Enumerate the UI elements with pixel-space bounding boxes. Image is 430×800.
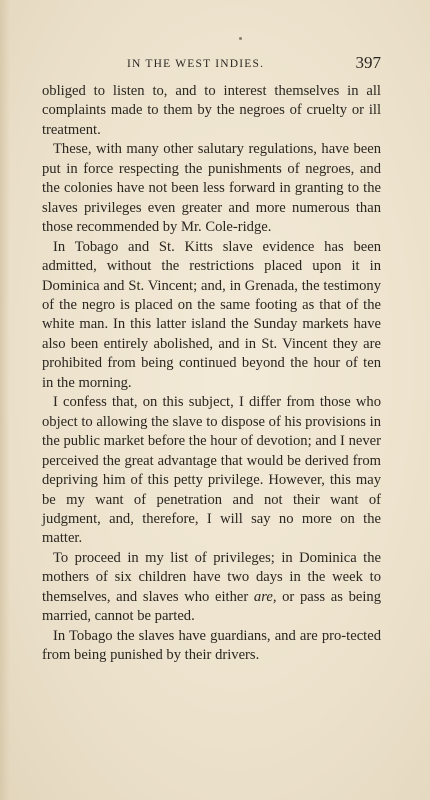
paragraph-5-italic: are, [253,588,277,605]
paragraph-1: obliged to listen to, and to interest themselves in all complaints made to them by the negroes of cruelty or ill treatment. [42,83,381,138]
body-text [42,82,381,666]
paragraph-6: In Tobago the slaves have guardians, and are pro-tected from being punished by their drivers. [42,627,381,664]
paragraph-4: I confess that, on this subject, I differ from those who object to allowing the slave to dispose of his provisions in the public market before the hour of devotion; and I never perceived the great advantage that would be derived from depriving him of this petty privilege. However, this may be my want of penetration and not their want of judgment, and, therefore, I will say no more on the matter. [42,394,381,547]
running-head: IN THE WEST INDIES. [127,58,265,70]
paragraph-2: These, with many other salutary regulations, have been put in force respecting the punishments of negroes, and the colonies have not been less forward in granting to the slaves privileges even greater and more numerous than those recommended by Mr. Cole-ridge. [42,141,381,236]
paragraph-5-part-2: or pass as being married, cannot be parted. [42,588,381,625]
paragraph-5-part-1: To proceed in my list of privileges; in Dominica the mothers of six children have two days in the week to themselves, and slaves who either [42,549,381,605]
paragraph-5 [42,549,381,627]
paragraph-3: In Tobago and St. Kitts slave evidence has been admitted, without the restrictions placed upon it in Dominica and St. Vincent; and, in Grenada, the testimony of the negro is placed on the same footing as that of the white man. In this latter island the Sunday markets have also been entirely abolished, and in St. Vincent they are prohibited from being continued beyond the hour of ten in the morning. [42,238,381,391]
page-speck [239,37,242,40]
page-header [42,53,381,75]
page-number: 397 [355,53,381,72]
